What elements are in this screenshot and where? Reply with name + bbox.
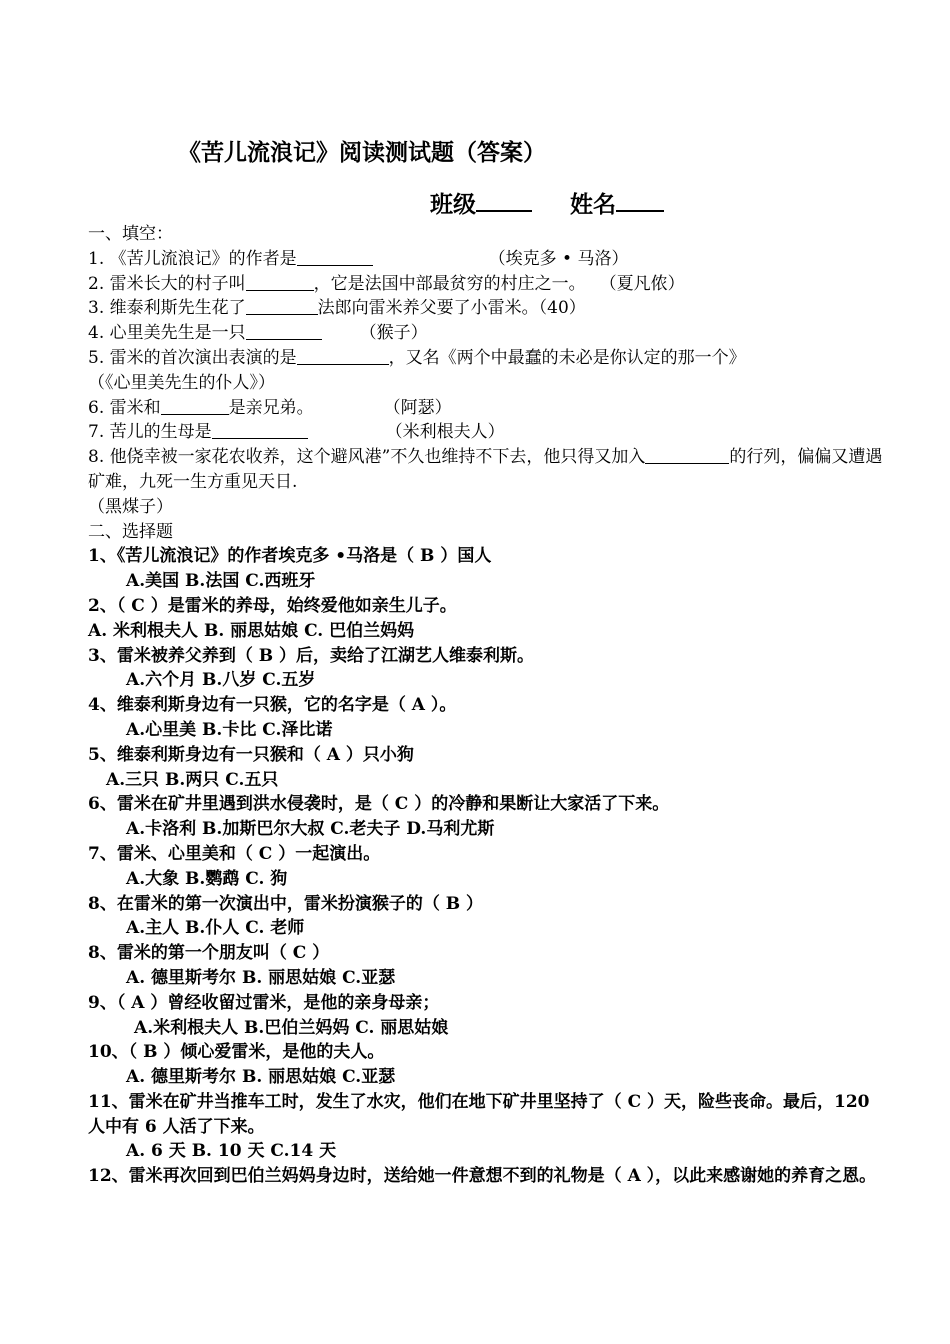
fill-item-2: 2. 雷米长大的村子叫 ，它是法国中部最贫穷的村庄之一。 （夏凡侬）: [88, 273, 685, 294]
class-name-line: [430, 186, 664, 219]
question-4-options: A.心里美 B.卡比 C.泽比诺: [126, 719, 333, 740]
question-12: 12、雷米再次回到巴伯兰妈妈身边时，送给她一件意想不到的礼物是（ A ），以此来感谢她的养育之恩。: [88, 1166, 877, 1187]
fill-item-6: 6. 雷米和 是亲兄弟。 （阿瑟）: [88, 397, 452, 418]
question-8b-options: A. 德里斯考尔 B. 丽思姑娘 C.亚瑟: [126, 967, 396, 988]
question-3: 3、雷米被养父养到（ B ）后，卖给了江湖艺人维泰利斯。: [88, 645, 535, 666]
question-8a: 8、在雷米的第一次演出中，雷米扮演猴子的（ B ）: [88, 893, 484, 914]
fill-item-3: 3. 维泰利斯先生花了 法郎向雷米养父要了小雷米。（40）: [88, 298, 586, 319]
question-4: 4、维泰利斯身边有一只猴，它的名字是（ A ）。: [88, 695, 457, 716]
question-6-options: A.卡洛利 B.加斯巴尔大叔 C.老夫子 D.马利尤斯: [126, 819, 495, 840]
question-10-options: A. 德里斯考尔 B. 丽思姑娘 C.亚瑟: [126, 1067, 396, 1088]
question-5: 5、维泰利斯身边有一只猴和（ A ）只小狗: [88, 744, 414, 765]
question-2-options: A. 米利根夫人 B. 丽思姑娘 C. 巴伯兰妈妈: [88, 620, 415, 641]
fill-item-8-answer: （黑煤子）: [88, 496, 173, 517]
question-7: 7、雷米、心里美和（ C ）一起演出。: [88, 843, 381, 864]
question-2: 2、（ C ）是雷米的养母，始终爱他如亲生儿子。: [88, 595, 457, 616]
class-label: 班级: [430, 192, 476, 218]
fill-item-8: 8. 他侥幸被一家花农收养，这个避风港”不久也维持不下去，他只得又加入 的行列，偏偏又遭遇矿难，九死一生方重见天日.: [88, 447, 883, 492]
question-3-options: A.六个月 B.八岁 C.五岁: [126, 670, 316, 691]
question-1: 1、《苦儿流浪记》的作者埃克多 •马洛是（ B ）国人: [88, 546, 492, 567]
fill-item-7: 7. 苦儿的生母是 （米利根夫人）: [88, 422, 505, 443]
fill-item-4: 4. 心里美先生是一只 （猴子）: [88, 323, 428, 344]
question-7-options: A.大象 B.鹦鹉 C. 狗: [126, 868, 288, 889]
question-9-options: A.米利根夫人 B.巴伯兰妈妈 C. 丽思姑娘: [134, 1017, 449, 1038]
document-body: [88, 222, 888, 1189]
section2-heading: 二、选择题: [88, 521, 173, 542]
question-11: 11、雷米在矿井当推车工时，发生了水灾，他们在地下矿井里坚持了（ C ）天，险些丧命。最后，120 人中有 6 人活了下来。: [88, 1091, 870, 1137]
question-5-options: A.三只 B.两只 C.五只: [106, 769, 279, 790]
fill-item-1: 1. 《苦儿流浪记》的作者是 （埃克多 • 马洛）: [88, 248, 629, 269]
question-11-options: A. 6 天 B. 10 天 C.14 天: [126, 1141, 337, 1162]
question-10: 10、（ B ）倾心爱雷米，是他的夫人。: [88, 1042, 385, 1063]
page-title: 《苦儿流浪记》阅读测试题（答案）: [178, 140, 546, 166]
question-1-options: A.美国 B.法国 C.西班牙: [126, 571, 316, 592]
section1-heading: 一、填空：: [88, 224, 173, 244]
fill-item-5: 5. 雷米的首次演出表演的是 ，又名《两个中最蠢的未必是你认定的那一个》: [88, 347, 746, 368]
question-6: 6、雷米在矿井里遇到洪水侵袭时，是（ C ）的冷静和果断让大家活了下来。: [88, 794, 670, 815]
question-9: 9、（ A ）曾经收留过雷米，是他的亲身母亲；: [88, 992, 440, 1013]
question-8b: 8、雷米的第一个朋友叫（ C ）: [88, 943, 330, 964]
question-8a-options: A.主人 B.仆人 C. 老师: [126, 918, 305, 939]
name-blank: [616, 188, 664, 212]
fill-item-5-answer: （《心里美先生的仆人》）: [88, 372, 275, 393]
name-label: 姓名: [570, 192, 617, 218]
class-blank: [476, 188, 532, 212]
